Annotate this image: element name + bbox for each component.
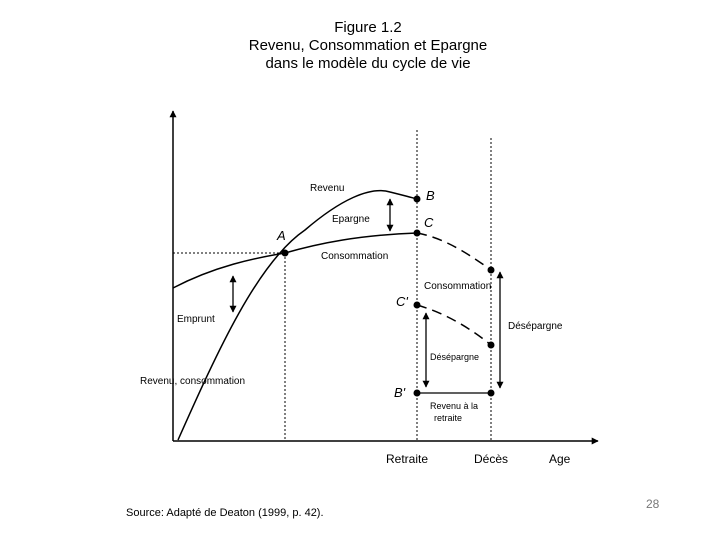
- label-desepargne-right: Désépargne: [508, 321, 563, 332]
- y-axis-label: Revenu, consommation: [140, 376, 246, 387]
- consumption-curve-alternative: [417, 305, 491, 345]
- page-number: 28: [646, 497, 660, 511]
- figure-title-line2: dans le modèle du cycle de vie: [265, 55, 471, 72]
- label-revenu-retraite-line2: retraite: [434, 413, 463, 423]
- point-c-prime-label: C': [396, 294, 408, 309]
- label-revenu-retraite-line1: Revenu à la: [430, 401, 479, 411]
- point-c-label: C: [424, 215, 434, 230]
- point-b-label: B: [426, 188, 435, 203]
- consumption-curve-retirement: [417, 233, 491, 270]
- label-retraite: Retraite: [386, 452, 429, 466]
- figure-number: Figure 1.2: [334, 19, 402, 36]
- point-c-dot: [414, 230, 421, 237]
- death-income-dot: [488, 390, 495, 397]
- point-b-dot: [414, 196, 421, 203]
- death-consumption-dot: [488, 267, 495, 274]
- label-desepargne-mid: Désépargne: [430, 352, 480, 362]
- point-b-prime-label: B': [394, 385, 406, 400]
- label-emprunt: Emprunt: [177, 314, 215, 325]
- point-c-prime-dot: [414, 302, 421, 309]
- label-revenu: Revenu: [310, 183, 345, 194]
- label-consommation-retraite: Consommation: [424, 281, 492, 292]
- label-deces: Décès: [474, 452, 509, 466]
- death-alt-consumption-dot: [488, 342, 495, 349]
- point-a-label: A: [277, 228, 286, 243]
- point-a-dot: [282, 250, 289, 257]
- label-consommation: Consommation: [321, 251, 389, 262]
- point-b-prime-dot: [414, 390, 421, 397]
- figure-title-line1: Revenu, Consommation et Epargne: [248, 37, 488, 54]
- label-epargne: Epargne: [332, 214, 370, 225]
- x-axis-label: Age: [549, 452, 571, 466]
- source-note: Source: Adapté de Deaton (1999, p. 42).: [126, 507, 324, 519]
